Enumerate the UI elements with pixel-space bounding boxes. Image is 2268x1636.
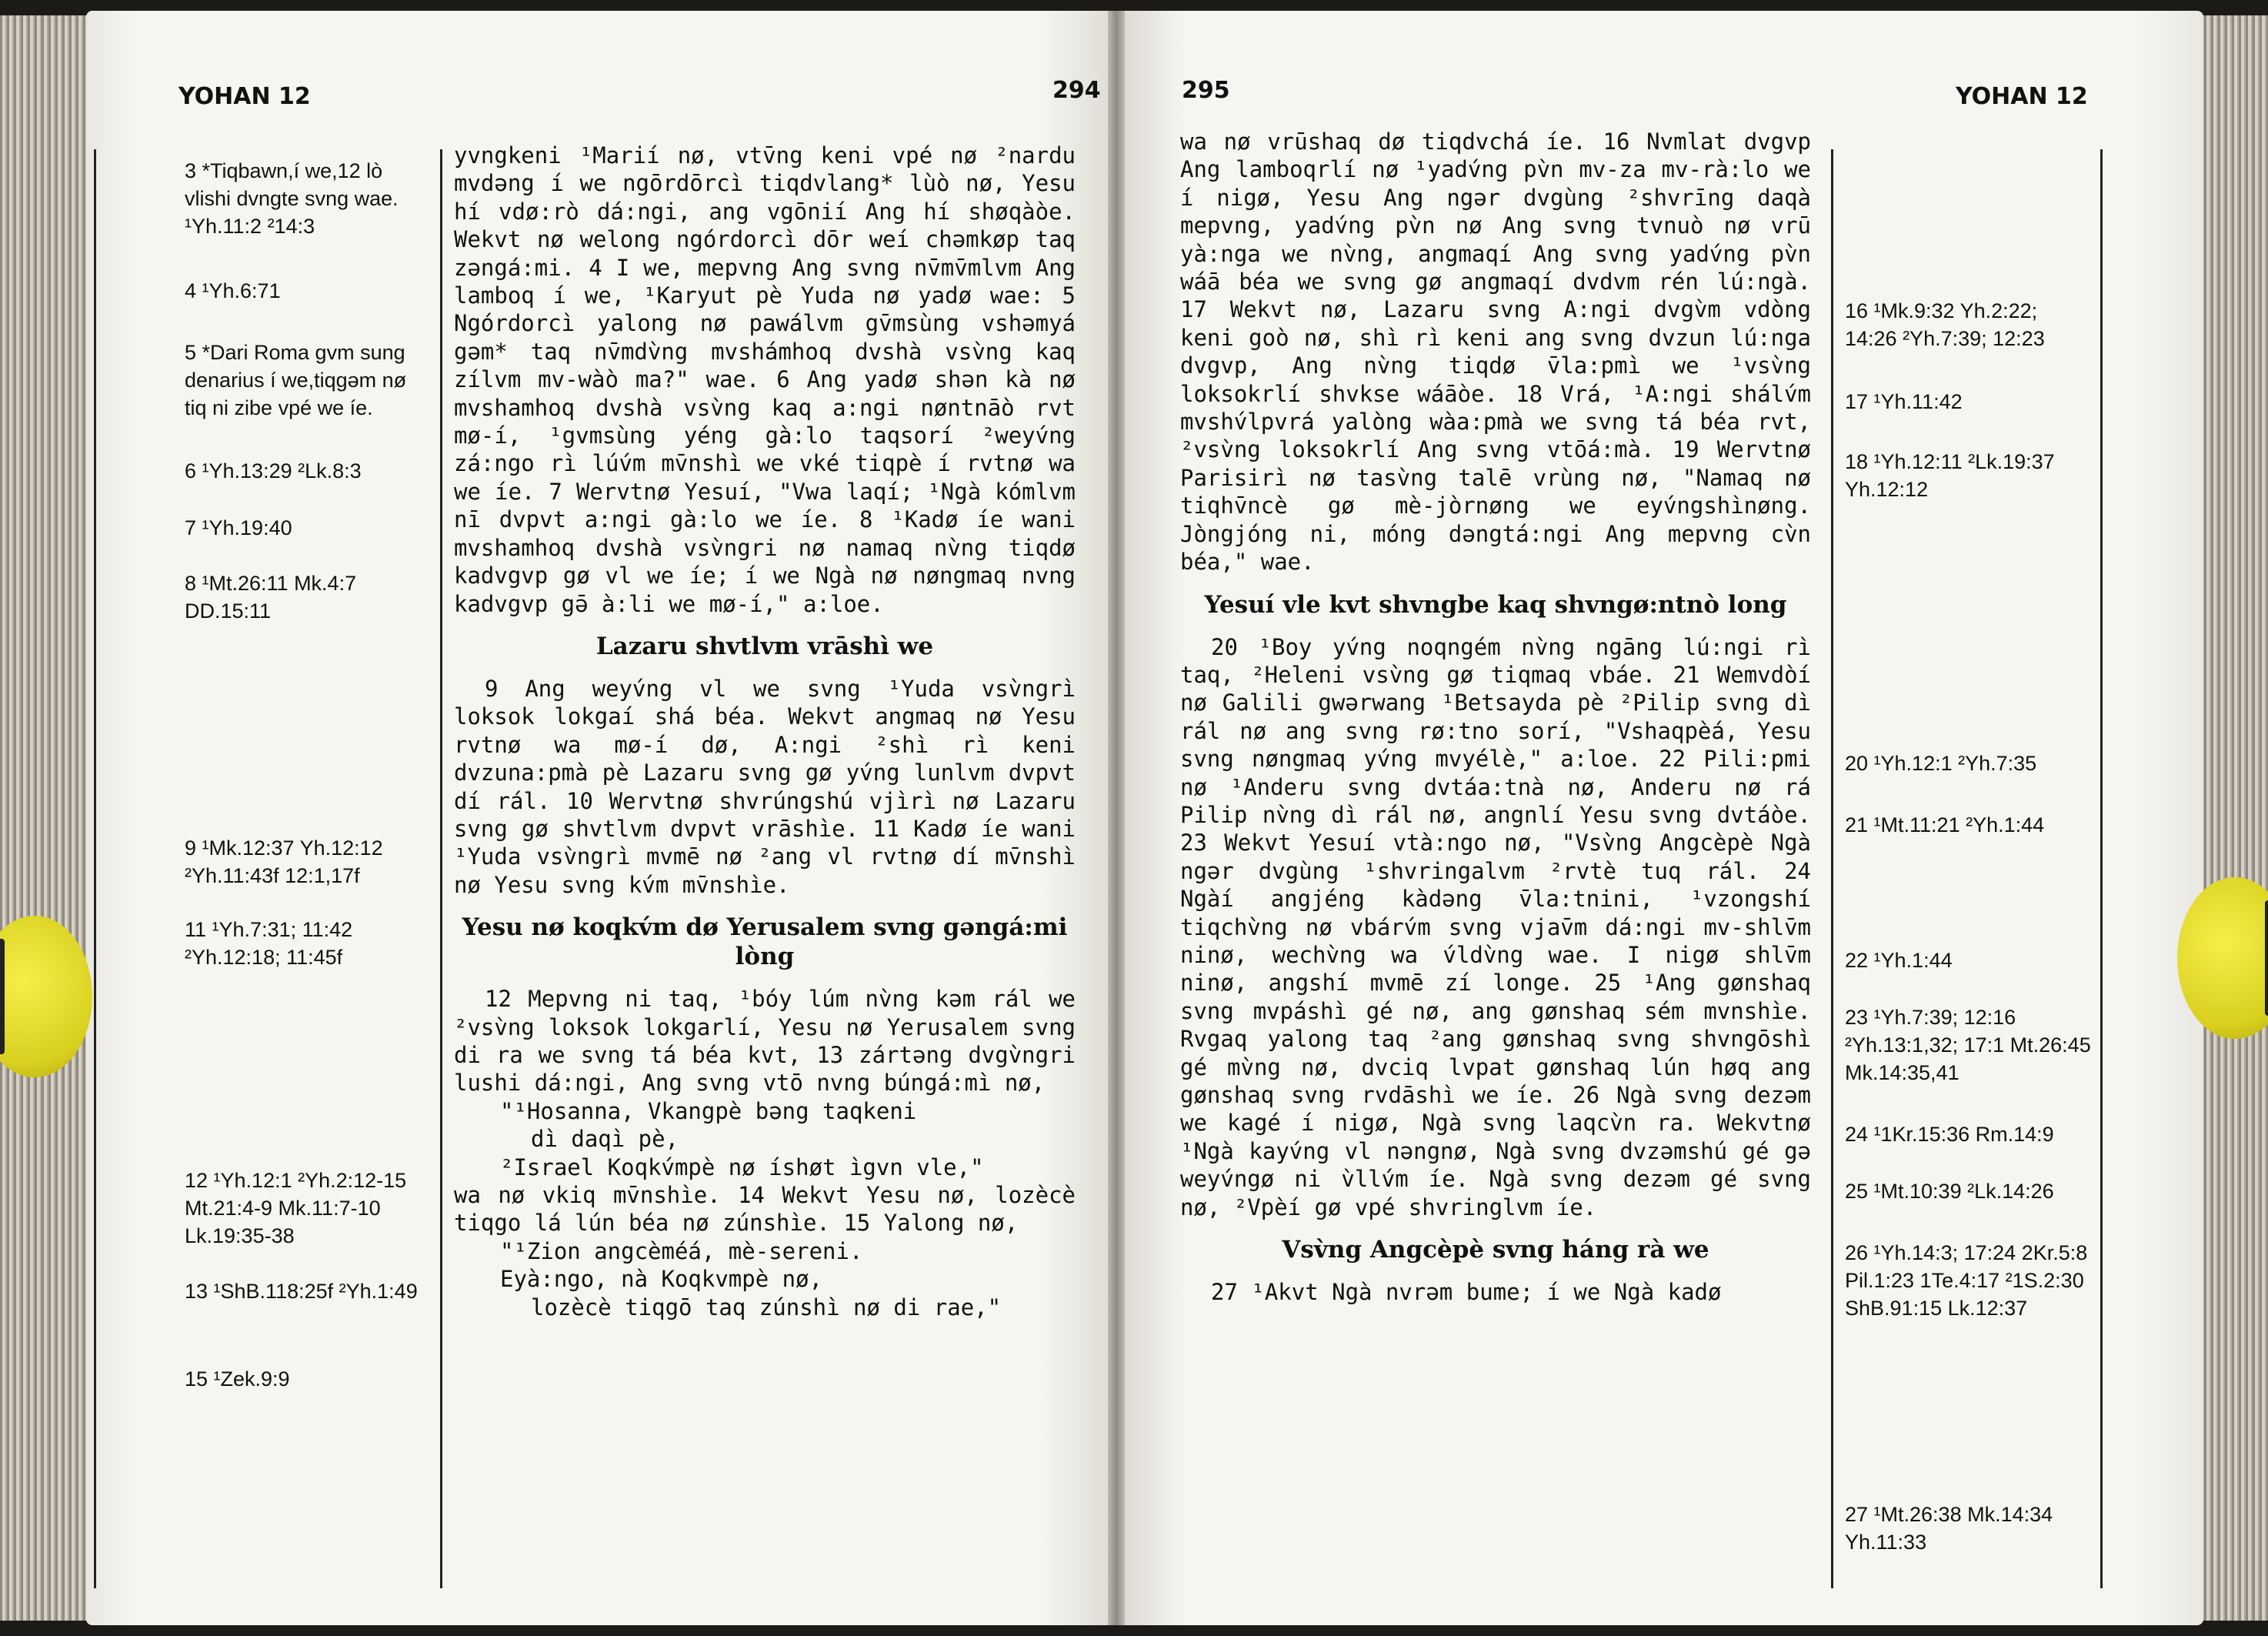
- ref-20: 20 ¹Yh.12:1 ²Yh.7:35: [1845, 752, 2037, 775]
- ref-8: 8 ¹Mt.26:11 Mk.4:7 DD.15:11: [185, 572, 357, 623]
- ref-6: 6 ¹Yh.13:29 ²Lk.8:3: [185, 459, 362, 482]
- section-heading-yerusalem: Yesu nø koqkv́m dø Yerusalem svng gəngá:mi lòng: [462, 913, 1068, 971]
- section-heading-hang: Vsv̀ng Angcèpè svng háng rà we: [1282, 1236, 1709, 1264]
- verse-block-16-19: wa nø vrūshaq dø tiqdvchá íe. 16 Nvmlat dvgvp Ang lamboqrlí nø ¹yadv́ng pv̀n mv-za mv-rà:lo we í nigø, Yesu Ang ngər dvgùng ²shvrīng daqà mepvng, yadv́ng pv̀n nø Ang svng tvnuò nø vrū yà:nga we nv̀ng, angmaqí Ang svng yadv́ng pv̀n wáā béa we svng gø angmaqí dvdvm rén lú:ngà. 17 Wekvt nø, Lazaru svng A:ngi dvgv̀m vdòng keni goò nø, shì rì keni ang svng dvzun lú:nga dvgvp, Ang nv̀ng tiqdø v̄la:pmì we ¹vsv̀ng loksokrlí shvkse wáāòe. 18 Vrá, ¹A:ngi shálv́m mvshv́lpvrá yalòng wàa:pmà we svng tá béa rvt, ²vsv̀ng loksokrlí Ang svng vtōá:mà. 19 Wervtnø Parisirì nø tasv̀ng talē vrùng nø, "Namaq nø tiqhv̄ncè gø mè-jòrnøng we eyv́ngshìnøng. Jòngjóng ni, móng dəngtá:ngi Ang mepvng cv̀n béa," wae.: [1180, 129, 1811, 576]
- poem-line: ²Israel Koqkv́mpè nø íshøt ìgvn vle,": [500, 1154, 984, 1180]
- right-body-text: [1180, 128, 1811, 1605]
- ref-22: 22 ¹Yh.1:44: [1845, 949, 1953, 972]
- ref-26: 26 ¹Yh.14:3; 17:24 2Kr.5:8 Pil.1:23 1Te.4:17 ²1S.2:30 ShB.91:15 Lk.12:37: [1845, 1241, 2088, 1320]
- page-number-left: 294: [1052, 77, 1101, 104]
- section-heading-lazaru: Lazaru shvtlvm vrāshì we: [595, 632, 934, 660]
- book-gutter: [1108, 11, 1125, 1625]
- ref-13: 13 ¹ShB.118:25f ²Yh.1:49: [185, 1280, 418, 1303]
- right-references: [1845, 157, 2091, 1581]
- running-head-right: YOHAN 12: [1956, 83, 2088, 110]
- right-page: [1116, 11, 2203, 1625]
- ref-17: 17 ¹Yh.11:42: [1845, 390, 1963, 413]
- tab-marker: [0, 939, 5, 1054]
- verse-block-3-8: yvngkeni ¹Marií nø, vtv̄ng keni vpé nø ²nardu mvdəng í we ngōrdōrcì tiqdvlang* lùò nø, Yesu hí vdø:rò dá:ngi, ang vgōnií Ang hí shøqàòe. Wekvt nø welong ngórdorcì dōr weí chəmkøp taq zəngá:mi. 4 I we, mepvng Ang svng nv̄mv̄mlvm Ang lamboq í we, ¹Karyut pè Yuda nø yadø wae: 5 Ngórdorcì yalong nø pawálvm gv̄msùng vshəmyá gəm* taq nv̄mdv̀ng mvshámhoq dvshà vsv̀ng kaq zílvm mv-wàò ma?" wae. 6 Ang yadø shən kà nø mvshamhoq dvshà vsv̀ng kaq a:ngi nøntnāò rvt mø-í, ¹gvmsùng yéng gà:lo taqsorí ²weyv́ng zá:ngo rì lúv́m mv̄nshì we vké tiqpè í rvtnø wa we íe. 7 Wervtnø Yesuí, "Vwa laqí; ¹Ngà kómlvm nī dvpvt a:ngi gà:lo we íe. 8 ¹Kadø íe wani mvshamhoq dvshà vsv̀ngri nø namaq nv̀ng tiqdø kadvgvp gø vl we íe; í we Ngà nø nøngmaq nvng kadvgvp gə̄ à:li we mø-í," a:loe.: [454, 142, 1076, 617]
- ref-24: 24 ¹1Kr.15:36 Rm.14:9: [1845, 1123, 2054, 1146]
- ref-7: 7 ¹Yh.19:40: [185, 516, 292, 539]
- tab-marker: [2265, 900, 2268, 1016]
- running-head-left: YOHAN 12: [178, 83, 311, 110]
- verse-block-9-11: 9 Ang weyv́ng vl we svng ¹Yuda vsv̀ngrì loksok lokgaí shá béa. Wekvt angmaq nø Yesu rvtnø wa mø-í dø, A:ngi ²shì rì keni dvzuna:pmà pè Lazaru svng gø yv́ng lunlvm dvpvt dí rál. 10 Wervtnø shvrúngshú vjìrì nø Lazaru svng gø shvtlvm dvpvt vrāshìe. 11 Kadø íe wani ¹Yuda vsv̀ngrì mvmē nø ²ang vl rvtnø dí mv̄nshì nø Yesu svng kv́m mv̄nshìe.: [454, 675, 1076, 898]
- right-column-rule: [1831, 149, 1833, 1588]
- ref-4: 4 ¹Yh.6:71: [185, 279, 281, 302]
- verse-block-14-15: wa nø vkiq mv̄nshìe. 14 Wekvt Yesu nø, lozècè tiqgo lá lún béa nø zúnshìe. 15 Yalong nø,: [454, 1182, 1076, 1237]
- left-references: [185, 157, 431, 1581]
- page-number-right: 295: [1182, 77, 1230, 104]
- ref-12: 12 ¹Yh.12:1 ²Yh.2:12-15 Mt.21:4-9 Mk.11:7-10 Lk.19:35-38: [185, 1169, 407, 1247]
- verse-block-12-13: 12 Mepvng ni taq, ¹bóy lúm nv̀ng kəm rál we ²vsv̀ng loksok lokgarlí, Yesu nø Yerusalem svng di ra we svng tá béa kvt, 13 zártəng dvgv̀ngri lushi dá:ngi, Ang svng vtō nvng búngá:mì nø,: [454, 986, 1076, 1097]
- section-heading-shvngbe: Yesuí vle kvt shvngbe kaq shvngø:ntnò long: [1204, 590, 1787, 619]
- left-column-rule: [440, 149, 442, 1588]
- ref-16: 16 ¹Mk.9:32 Yh.2:22; 14:26 ²Yh.7:39; 12:23: [1845, 299, 2045, 350]
- poem-line: dì daqì pè,: [531, 1126, 679, 1153]
- poem-line: "¹Zion angcèméá, mè-sereni.: [500, 1237, 863, 1264]
- poem-line: lozècè tiqgō taq zúnshì nø di rae,": [531, 1294, 1002, 1320]
- left-body-text: [454, 142, 1076, 1604]
- right-outer-rule: [2100, 149, 2103, 1588]
- verse-block-20-26: 20 ¹Boy yv́ng noqngém nv̀ng ngāng lú:ngi rì taq, ²Heleni vsv̀ng gø tiqmaq vbáe. 21 Wemvdòí nø Galili gwərwang ¹Betsayda pè ²Pilip svng dì rál nø ang svng rø:tno sorí, "Vshaqpèá, Yesu svng nøngmaq yv́ng mvyélè," a:loe. 22 Pili:pmi nø ¹Anderu svng dvtáa:tnà nø, Anderu nø rá Pilip nv̀ng dì rál nø, angnlí Yesu svng dvtáòe. 23 Wekvt Yesuí vtà:ngo nø, "Vsv̀ng Angcèpè Ngà ngər dvgùng ¹shvringalvm ²rvtè tuq rál. 24 Ngàí angjéng kàdəng v̄la:tnini, ¹vzongshí tiqchv̀ng nø vbárv́m svng vjav̄m dá:ngi mv-shlv̄m ninø, wechv̀ng wa v́ldv̀ng wae. I nigø shlv̄m ninø, angshí mvmē zí longe. 25 ¹Ang gønshaq svng mvpáshì gé nø, ang gønshaq sém mvnshìe. Rvgaq yalong taq ²ang gønshaq svng shvngōshì gé mv̀ng nø, dvciq lvpat gønshaq lún høq ang gønshaq svng rvdāshì we íe. 26 Ngà svng dezəm we kagé í nigø, Ngà svng laqcv̀n ra. Wekvtnø ¹Ngà kayv́ng vl nəngnø, Ngà svng dvzəmshú gé gə weyv́ngø ni v̀llv́m íe. Ngà svng dezəm gé svng nø, ²Vpèí gø vpé shvringlvm íe.: [1180, 633, 1811, 1220]
- ref-9: 9 ¹Mk.12:37 Yh.12:12 ²Yh.11:43f 12:1,17f: [185, 836, 383, 887]
- ref-18: 18 ¹Yh.12:11 ²Lk.19:37 Yh.12:12: [1845, 450, 2055, 501]
- ref-11: 11 ¹Yh.7:31; 11:42 ²Yh.12:18; 11:45f: [185, 918, 353, 969]
- ref-25: 25 ¹Mt.10:39 ²Lk.14:26: [1845, 1180, 2054, 1203]
- poem-line: Eyà:ngo, nà Koqkvmpè nø,: [500, 1266, 823, 1293]
- ref-21: 21 ¹Mt.11:21 ²Yh.1:44: [1845, 813, 2045, 836]
- ref-27: 27 ¹Mt.26:38 Mk.14:34 Yh.11:33: [1845, 1503, 2053, 1554]
- ref-15: 15 ¹Zek.9:9: [185, 1367, 290, 1391]
- left-page: [86, 11, 1116, 1625]
- ref-3: 3 *Tiqbawn,í we,12 lò vlishi dvngte svng wae. ¹Yh.11:2 ²14:3: [185, 159, 399, 238]
- left-outer-rule: [94, 149, 96, 1588]
- verse-block-27: 27 ¹Akvt Ngà nvrəm bume; í we Ngà kadø: [1211, 1279, 1722, 1306]
- ref-23: 23 ¹Yh.7:39; 12:16 ²Yh.13:1,32; 17:1 Mt.26:45 Mk.14:35,41: [1845, 1006, 2091, 1084]
- ref-5: 5 *Dari Roma gvm sung denarius í we,tiqgəm nø tiq ni zibe vpé we íe.: [185, 341, 407, 419]
- poem-line: "¹Hosanna, Vkangpè bəng taqkeni: [500, 1097, 917, 1124]
- book-edge-left: [0, 15, 92, 1621]
